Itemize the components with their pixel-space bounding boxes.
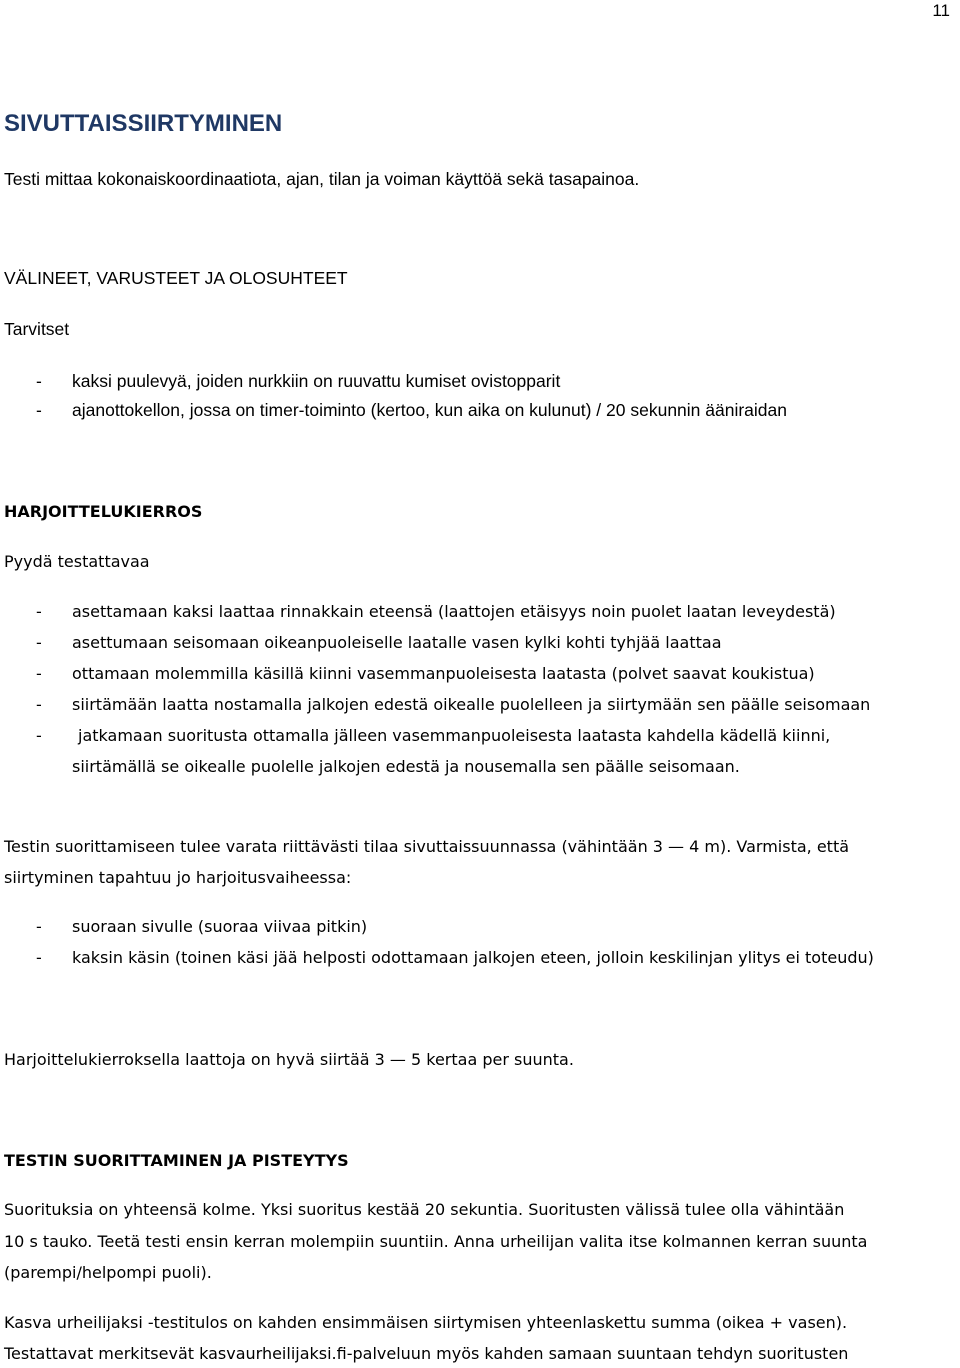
bullet-dash: -: [36, 371, 42, 391]
scoring-text: 10 s tauko. Teetä testi ensin kerran molempiin suuntiin. Anna urheilijan valita itse kolmannen kerran suunta: [4, 1232, 868, 1251]
practice-item: [36, 664, 815, 683]
practice-item: [36, 633, 722, 652]
check-item: [36, 917, 367, 936]
scoring-text: Suorituksia on yhteensä kolme. Yksi suoritus kestää 20 sekuntia. Suoritusten välissä tulee olla vähintään: [4, 1200, 845, 1219]
scoring-result-text: Kasva urheilijaksi -testitulos on kahden ensimmäisen siirtymisen yhteenlaskettu summa (oikea + vasen).: [4, 1313, 848, 1332]
bullet-dash: -: [36, 633, 42, 652]
practice-item-continuation: siirtämällä se oikealle puolelle jalkojen edestä ja nousemalla sen päälle seisomaan.: [72, 757, 740, 776]
bullet-dash: -: [36, 664, 42, 683]
practice-item: [36, 695, 870, 714]
scoring-text: (parempi/helpompi puoli).: [4, 1263, 212, 1282]
practice-item: [36, 726, 830, 745]
practice-item-text: asettamaan kaksi laattaa rinnakkain eteensä (laattojen etäisyys noin puolet laatan leveydestä): [72, 602, 836, 621]
bullet-dash: -: [36, 695, 42, 714]
intro-text: Testi mittaa kokonaiskoordinaatiota, ajan, tilan ja voiman käyttöä sekä tasapainoa.: [4, 169, 640, 189]
scoring-heading: TESTIN SUORITTAMINEN JA PISTEYTYS: [4, 1151, 349, 1170]
bullet-dash: -: [36, 602, 42, 621]
bullet-dash: -: [36, 917, 42, 936]
scoring-result-text: Testattavat merkitsevät kasvaurheilijaksi.fi-palveluun myös kahden samaan suuntaan tehdyn suoritusten: [4, 1344, 849, 1363]
equipment-subheading: Tarvitset: [4, 319, 70, 339]
practice-item-text: jatkamaan suoritusta ottamalla jälleen vasemmanpuoleisesta laatasta kahdella kädellä kiinni,: [78, 726, 831, 745]
practice-item: [36, 602, 836, 621]
equipment-item-text: kaksi puulevyä, joiden nurkkiin on ruuvattu kumiset ovistopparit: [72, 371, 561, 391]
practice-note: Harjoittelukierroksella laattoja on hyvä siirtää 3 — 5 kertaa per suunta.: [4, 1050, 574, 1069]
equipment-item: [36, 400, 787, 421]
practice-heading: HARJOITTELUKIERROS: [4, 502, 203, 521]
check-item: [36, 948, 874, 967]
practice-item-text: asettumaan seisomaan oikeanpuoleiselle laatalle vasen kylki kohti tyhjää laattaa: [72, 633, 722, 652]
check-item-text: suoraan sivulle (suoraa viivaa pitkin): [72, 917, 368, 936]
page-number: 11: [932, 1, 950, 20]
practice-item-text: siirtämään laatta nostamalla jalkojen edestä oikealle puolelleen ja siirtymään sen päälle seisomaan: [72, 695, 871, 714]
bullet-dash: -: [36, 400, 42, 420]
space-requirement-text: Testin suorittamiseen tulee varata riittävästi tilaa sivuttaissuunnassa (vähintään 3 — 4 m). Varmista, että: [4, 837, 850, 856]
equipment-heading: VÄLINEET, VARUSTEET JA OLOSUHTEET: [4, 268, 348, 288]
equipment-item: [36, 371, 560, 392]
space-requirement-text: siirtyminen tapahtuu jo harjoitusvaiheessa:: [4, 868, 352, 887]
practice-lead: Pyydä testattavaa: [4, 552, 150, 571]
bullet-dash: -: [36, 726, 42, 745]
bullet-dash: -: [36, 948, 42, 967]
practice-item-text: ottamaan molemmilla käsillä kiinni vasemmanpuoleisesta laatasta (polvet saavat koukistua): [72, 664, 815, 683]
page-title: SIVUTTAISSIIRTYMINEN: [4, 110, 283, 137]
check-item-text: kaksin käsin (toinen käsi jää helposti odottamaan jalkojen eteen, jolloin keskilinjan ylitys ei toteudu): [72, 948, 874, 967]
equipment-item-text: ajanottokellon, jossa on timer-toiminto (kertoo, kun aika on kulunut) / 20 sekunnin ääniraidan: [72, 400, 787, 420]
